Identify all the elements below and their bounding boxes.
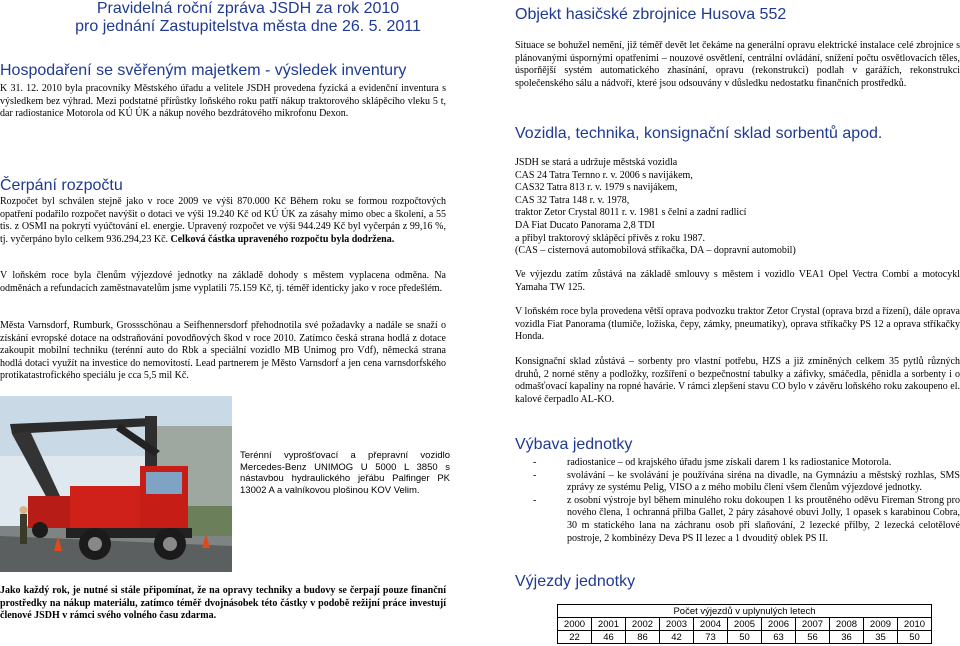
vozidla-paragraph-3: V loňském roce byla provedena větší oprava podvozku traktor Zetor Crystal (oprava brzd a řízení), dále oprava vozidla Fiat Panorama (tlumiče, ložiska, čepy, zámky, pneumatiky), oprava stříkačky PS 12 a oprava stříkačky Honda. bbox=[515, 306, 960, 343]
heading-vozidla: Vozidla, technika, konsignační sklad sorbentů apod. bbox=[515, 125, 883, 142]
table-cell-count: 22 bbox=[558, 631, 592, 644]
table-cell-year: 2000 bbox=[558, 618, 592, 631]
heading-vyjezdy: Výjezdy jednotky bbox=[515, 573, 636, 590]
heading-objekt: Objekt hasičské zbrojnice Husova 552 bbox=[515, 6, 787, 23]
dash-marker: - bbox=[533, 494, 537, 506]
heading-rozpocet: Čerpání rozpočtu bbox=[0, 177, 123, 194]
vozidla-line: traktor Zetor Crystal 8011 r. v. 1981 s čelní a zadní radlicí bbox=[515, 207, 747, 219]
report-title bbox=[58, 0, 438, 36]
vyjezdy-table bbox=[557, 604, 932, 644]
table-row-years bbox=[558, 618, 932, 631]
table-cell-count: 56 bbox=[796, 631, 830, 644]
report-title-line2: pro jednání Zastupitelstva města dne 26. 5. 2011 bbox=[75, 18, 421, 35]
vozidla-line: (CAS – cisternová automobilová stříkačka, DA – dopravní automobil) bbox=[515, 245, 796, 257]
majetek-paragraph: K 31. 12. 2010 byla pracovníky Městského úřadu a velitele JSDH provedena fyzická a evidenční inventura s výsledkem bez výhrad. Mezi podstatné přírůstky loňského roku patří nákup traktorového sklápěcího vleku 5 t, dar radiostanice Motorola od KÚ ÚK a nákup nového bezdrátového mikrofonu Dexon. bbox=[0, 83, 446, 120]
rozpocet-paragraph bbox=[0, 196, 446, 246]
table-cell-year: 2007 bbox=[796, 618, 830, 631]
vozidla-line: CAS 24 Tatra Ternno r. v. 2006 s navijákem, bbox=[515, 169, 693, 181]
vozidla-paragraph-2: Ve výjezdu zatím zůstává na základě smlouvy s městem i vozidlo VEA1 Opel Vectra Combi a motocykl Yamaha TW 125. bbox=[515, 269, 960, 293]
table-cell-count: 36 bbox=[830, 631, 864, 644]
report-title-line1: Pravidelná roční zpráva JSDH za rok 2010 bbox=[96, 0, 400, 17]
table-cell-count: 50 bbox=[728, 631, 762, 644]
table-cell-year: 2009 bbox=[864, 618, 898, 631]
table-cell-count: 42 bbox=[660, 631, 694, 644]
vybava-item bbox=[533, 470, 960, 495]
table-caption-row bbox=[558, 605, 932, 618]
photo-caption: Terénní vyprošťovací a přepravní vozidlo Mercedes-Benz UNIMOG U 5000 L 3850 s nástavbou hydraulického jeřábu Palfinger PK 13002 A a valníkovou plošinou KOV Velim. bbox=[240, 450, 450, 496]
vozidla-line: a přibyl traktorový sklápěcí přívěs z roku 1987. bbox=[515, 232, 705, 244]
table-cell-count: 35 bbox=[864, 631, 898, 644]
unimog-photo bbox=[0, 396, 232, 572]
table-cell-count: 63 bbox=[762, 631, 796, 644]
vybava-item-text: svolávání – ke svolávání je používána siréna na divadle, na Gymnáziu a městský rozhlas, SMS zprávy ze systému Pelig, VISO a z mého mobilu člení všem členům výjezdové jednotky. bbox=[567, 469, 960, 494]
unimog-illustration bbox=[0, 396, 232, 572]
vybava-item-text: radiostanice – od krajského úřadu jsme získali darem 1 ks radiostanice Motorola. bbox=[567, 457, 892, 468]
table-cell-year: 2004 bbox=[694, 618, 728, 631]
table-cell-year: 2008 bbox=[830, 618, 864, 631]
table-row-counts bbox=[558, 631, 932, 644]
heading-vybava: Výbava jednotky bbox=[515, 436, 633, 453]
table-cell-year: 2010 bbox=[898, 618, 932, 631]
table-cell-count: 50 bbox=[898, 631, 932, 644]
rozpocet-text: Rozpočet byl schválen stejně jako v roce 2009 ve výši 870.000 Kč Během roku se formou rozpočtových opatření podařilo rozpočet navýšit o dotaci ve výši 19.240 Kč od KÚ ÚK za zásahy mimo obec a školení, a 55 tis. z OSMI na pokrytí vyúčtování el. energie. Upravený rozpočet ve výši 944.249 Kč byl vyčerpán z 99,16 %, tj. vyčerpáno bylo celkem 936.294,23 Kč. bbox=[0, 196, 446, 245]
mesta-paragraph: Města Varnsdorf, Rumburk, Grossschönau a Seifhennersdorf přehodnotila své požadavky a nadále se snaží o získání evropské dotace na odstraňování povodňových škod v roce 2010. Zatímco česká strana hodlá z dotace zakoupit mobilní techniku (terénní auto do Rbk a speciální vozidlo MB Unimog pro Vdf), německá strana hodlá dotaci využít na investice do nemovitostí. Lead partnerem je Město Varnsdorf a jen cena varnsdorfského protikatastrofického speciálu je cca 5,5 mil Kč. bbox=[0, 320, 446, 382]
rozpocet-bold: Celková částka upraveného rozpočtu byla dodržena. bbox=[170, 233, 395, 245]
dash-marker: - bbox=[533, 457, 537, 468]
vozidla-line: CAS 32 Tatra 148 r. v. 1978, bbox=[515, 194, 630, 206]
heading-majetek: Hospodaření se svěřeným majetkem - výsledek inventury bbox=[0, 62, 407, 79]
table-cell-count: 73 bbox=[694, 631, 728, 644]
vybava-list bbox=[533, 457, 960, 545]
vozidla-line: DA Fiat Ducato Panorama 2,8 TDI bbox=[515, 219, 655, 231]
vybava-item bbox=[533, 457, 960, 470]
table-cell-count: 86 bbox=[626, 631, 660, 644]
table-cell-year: 2002 bbox=[626, 618, 660, 631]
table-cell-year: 2005 bbox=[728, 618, 762, 631]
table-cell-year: 2006 bbox=[762, 618, 796, 631]
vozidla-paragraph-4: Konsignační sklad zůstává – sorbenty pro vlastní potřebu, HZS a již zmíněných celkem 35 pytlů různých druhů, 2 norné stěny a podložky, rozšíření o bezpečnostní tabulky a záfivky, smáčedla, pěnidla a sorbenty i o odmašťovací kapaliny na ropné havárie. V rámci zlepšení stavu CO bylo v závěru loňského roku zakoupeno el. kalové čerpadlo AL-KO. bbox=[515, 356, 960, 405]
vozidla-list bbox=[515, 157, 960, 258]
objekt-paragraph: Situace se bohužel nemění, již téměř devět let čekáme na generální opravu elektrické instalace celé zbrojnice s plánovanými úspornými opatřeními – nouzové osvětlení, centrální ovládání, snížení počtu osvětlovacích těles, úsporňější systém automatického zhasínání, opravu (rekonstrukci) podlah v garážích, rekonstrukci společenského sálu a nádvoří, které jsou odsouvány v důsledku nedostatku finančních prostředků. bbox=[515, 40, 960, 89]
clenove-paragraph: V loňském roce byla členům výjezdové jednotky na základě dohody s městem vyplacena odměna. Na odměnách a refundacích zaměstnavatelům jsme vyplatili 75.159 Kč, tj. téměř identicky jako v roce předešlém. bbox=[0, 270, 446, 294]
table-cell-year: 2003 bbox=[660, 618, 694, 631]
bottom-bold-paragraph: Jako každý rok, je nutné si stále připomínat, že na opravy techniky a budovy se čerpají pouze finanční prostředky na nákup materiálu, zatímco téměř dvojnásobek této částky v podobě režijní práce investují členové JSDH v rámci svého volného času zdarma. bbox=[0, 585, 446, 622]
vybava-item bbox=[533, 495, 960, 545]
table-cell-year: 2001 bbox=[592, 618, 626, 631]
vozidla-line: CAS32 Tatra 813 r. v. 1979 s navijákem, bbox=[515, 182, 678, 194]
vybava-item-text: z osobní výstroje byl během minulého roku dokoupen 1 ks proutěného oděvu Fireman Strong pro nového člena, 1 ochranná přilba Gallet, 2 páry zásahové obuvi Jolly, 1 opasek s karabinou Cobra, 30 m statického lana na záchranu osob při slaňování, 2 lezecké přilby, 2 lezecká celotělové postroje, 2 kombinézy Deva PS II lezec a 1 dvouditý oblek PS II. bbox=[567, 494, 960, 544]
table-cell-count: 46 bbox=[592, 631, 626, 644]
table-caption: Počet výjezdů v uplynulých letech bbox=[558, 605, 932, 618]
vozidla-line: JSDH se stará a udržuje městská vozidla bbox=[515, 157, 678, 168]
dash-marker: - bbox=[533, 469, 537, 481]
